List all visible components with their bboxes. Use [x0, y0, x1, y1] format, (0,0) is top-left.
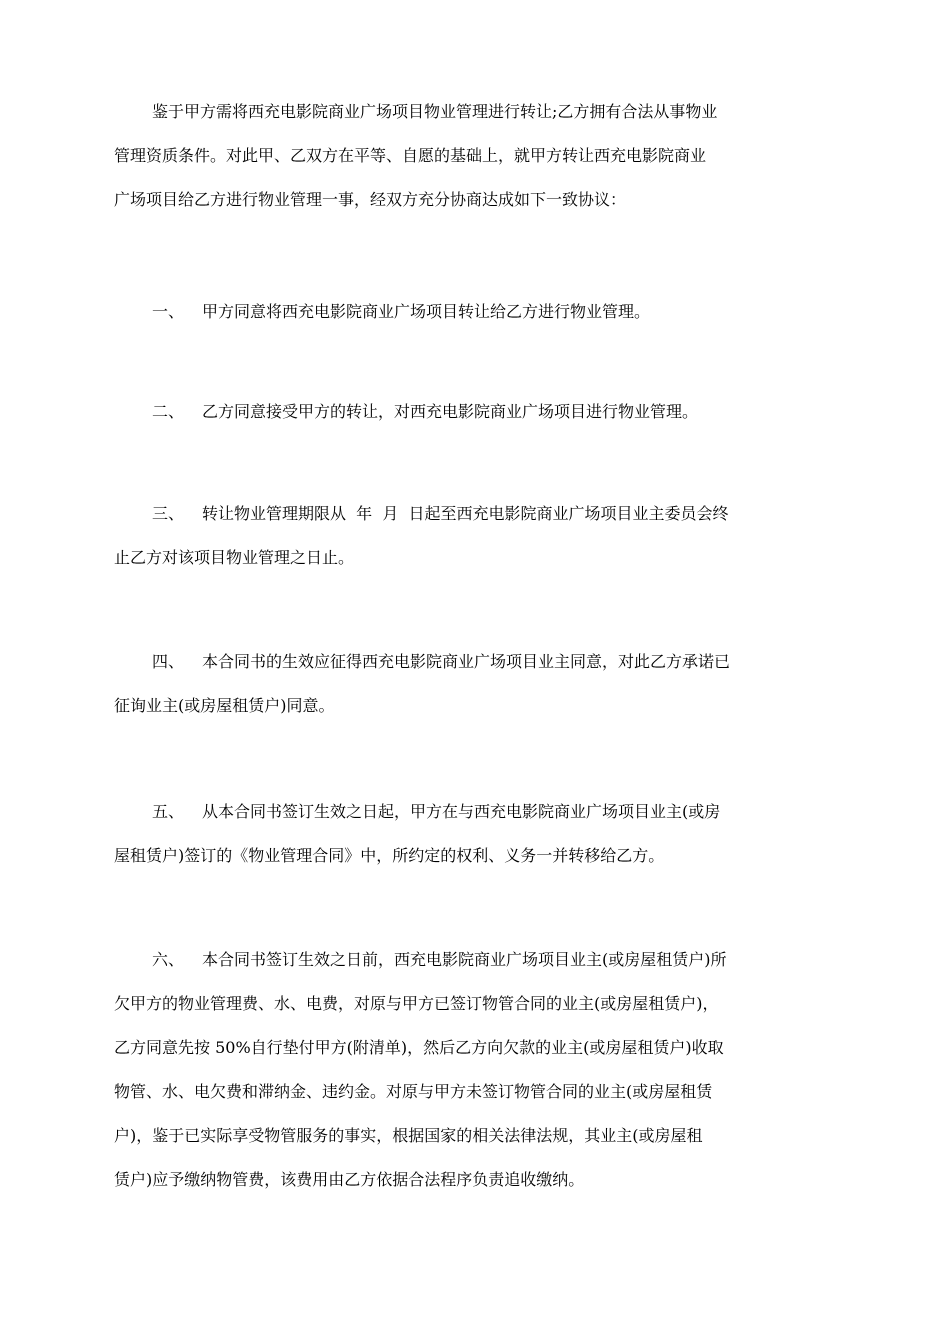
clause-line: 欠甲方的物业管理费、水、电费，对原与甲方已签订物管合同的业主(或房屋租赁户)， [114, 994, 719, 1013]
clause-number: 三、 [152, 504, 185, 523]
intro-line: 广场项目给乙方进行物业管理一事，经双方充分协商达成如下一致协议： [114, 190, 627, 209]
clause-line [114, 290, 840, 334]
clause-line [114, 938, 840, 982]
intro-line: 鉴于甲方需将西充电影院商业广场项目物业管理进行转让;乙方拥有合法从事物业 [152, 102, 718, 121]
clause-text: 转让物业管理期限从 年 月 日起至西充电影院商业广场项目业主委员会终 [202, 504, 729, 523]
clause-text: 本合同书签订生效之日前，西充电影院商业广场项目业主(或房屋租赁户)所 [202, 950, 727, 969]
clause-line [114, 492, 840, 536]
clause-line: 物管、水、电欠费和滞纳金、违约金。对原与甲方未签订物管合同的业主(或房屋租赁 [114, 1082, 713, 1101]
clause-1 [114, 290, 840, 334]
clause-2 [114, 390, 840, 434]
clause-number: 一、 [152, 302, 185, 321]
clause-number: 五、 [152, 802, 185, 821]
clause-line: 赁户)应予缴纳物管费，该费用由乙方依据合法程序负责追收缴纳。 [114, 1170, 585, 1189]
clause-line [114, 640, 840, 684]
clause-line: 乙方同意先按 50%自行垫付甲方(附清单)，然后乙方向欠款的业主(或房屋租赁户)收取 [114, 1038, 724, 1057]
clause-5 [114, 790, 840, 878]
clause-3 [114, 492, 840, 580]
clause-line: 屋租赁户)签订的《物业管理合同》中，所约定的权利、义务一并转移给乙方。 [114, 846, 665, 865]
clause-text: 从本合同书签订生效之日起，甲方在与西充电影院商业广场项目业主(或房 [202, 802, 721, 821]
clause-line: 户)，鉴于已实际享受物管服务的事实，根据国家的相关法律法规，其业主(或房屋租 [114, 1126, 703, 1145]
clause-number: 六、 [152, 950, 185, 969]
clause-text: 本合同书的生效应征得西充电影院商业广场项目业主同意，对此乙方承诺已 [202, 652, 731, 671]
clause-line [114, 790, 840, 834]
clause-line: 征询业主(或房屋租赁户)同意。 [114, 696, 335, 715]
clause-4 [114, 640, 840, 728]
clause-line [114, 390, 840, 434]
clause-number: 二、 [152, 402, 185, 421]
intro-line: 管理资质条件。对此甲、乙双方在平等、自愿的基础上，就甲方转让西充电影院商业 [114, 146, 707, 165]
intro-paragraph [114, 90, 840, 222]
clause-number: 四、 [152, 652, 185, 671]
clause-6 [114, 938, 840, 1202]
clause-text: 甲方同意将西充电影院商业广场项目转让给乙方进行物业管理。 [202, 302, 651, 321]
clause-text: 乙方同意接受甲方的转让，对西充电影院商业广场项目进行物业管理。 [202, 402, 699, 421]
clause-line: 止乙方对该项目物业管理之日止。 [114, 548, 355, 567]
